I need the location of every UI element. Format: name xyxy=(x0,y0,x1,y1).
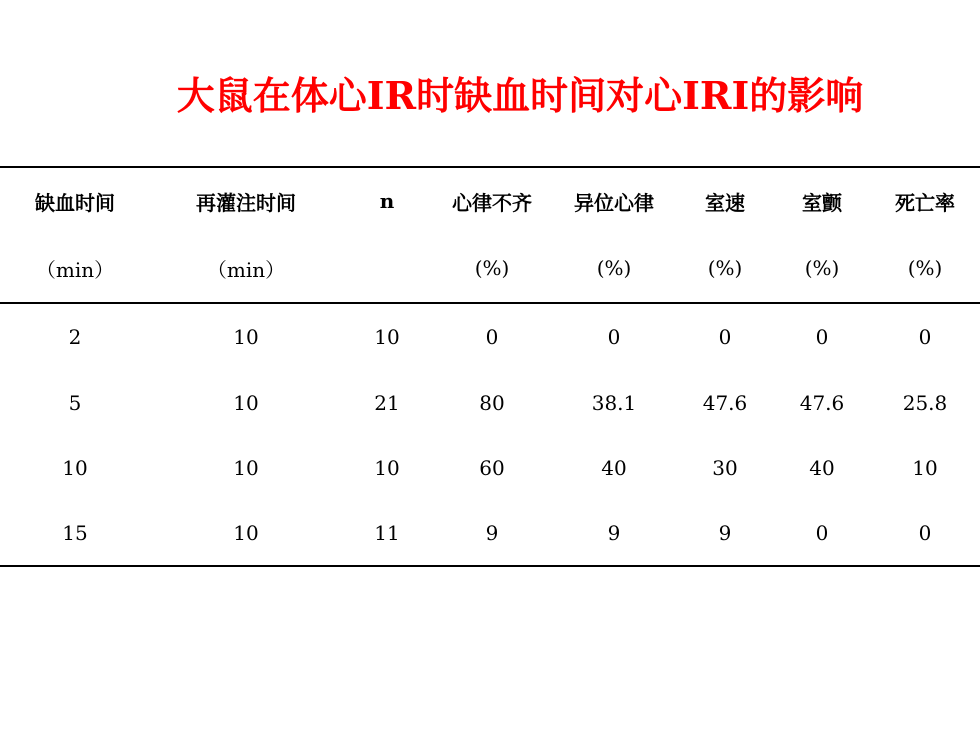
table-row xyxy=(0,370,980,435)
unit-ischemia-time: （min） xyxy=(0,234,150,303)
table-cell: 9 xyxy=(432,500,552,566)
table-cell: 47.6 xyxy=(702,390,748,415)
table-cell: 25.8 xyxy=(902,390,948,415)
table-cell: 0 xyxy=(718,325,732,349)
table-cell: 10 xyxy=(233,455,259,480)
table-cell: 5 xyxy=(68,390,82,415)
table-cell: 60 xyxy=(479,455,505,480)
header-row-units xyxy=(0,234,980,303)
table-cell: 21 xyxy=(374,390,400,415)
table-row xyxy=(0,303,980,370)
header-ischemia-time: 缺血时间 xyxy=(0,167,150,234)
table-cell: 0 xyxy=(485,325,499,349)
header-ventricular-tachycardia: 室速 xyxy=(676,167,774,234)
header-row-names xyxy=(0,167,980,234)
table-cell: 10 xyxy=(233,390,259,415)
header-reperfusion-time: 再灌注时间 xyxy=(150,167,342,234)
table-cell: 80 xyxy=(479,390,505,415)
table-cell: 2 xyxy=(68,325,82,349)
table-cell: 10 xyxy=(912,455,938,480)
header-ectopic-rhythm: 异位心律 xyxy=(552,167,676,234)
table-cell: 40 xyxy=(809,455,835,480)
table-cell: 40 xyxy=(601,455,627,480)
unit-mortality: (%) xyxy=(870,234,980,303)
data-table xyxy=(0,166,980,567)
table-cell: 10 xyxy=(62,455,88,480)
table-cell: 0 xyxy=(918,325,932,349)
header-ventricular-fibrillation: 室颤 xyxy=(774,167,870,234)
unit-ventricular-tachycardia: (%) xyxy=(676,234,774,303)
table-cell: 0 xyxy=(870,500,980,566)
table-cell: 10 xyxy=(374,325,400,349)
table-cell: 10 xyxy=(233,325,259,349)
table-cell: 9 xyxy=(552,500,676,566)
table-cell: 10 xyxy=(150,500,342,566)
table-cell: 10 xyxy=(374,455,400,480)
table-row xyxy=(0,435,980,500)
slide-title: 大鼠在体心IR时缺血时间对心IRI的影响 xyxy=(176,73,864,118)
table-cell: 30 xyxy=(712,455,738,480)
unit-ectopic-rhythm: (%) xyxy=(552,234,676,303)
unit-arrhythmia: (%) xyxy=(432,234,552,303)
data-table-container xyxy=(0,166,980,567)
table-row xyxy=(0,500,980,566)
header-n: n xyxy=(342,167,432,234)
table-cell: 0 xyxy=(607,325,621,349)
table-cell: 15 xyxy=(0,500,150,566)
header-arrhythmia: 心律不齐 xyxy=(432,167,552,234)
table-cell: 47.6 xyxy=(799,390,845,415)
table-cell: 9 xyxy=(676,500,774,566)
header-mortality: 死亡率 xyxy=(870,167,980,234)
unit-ventricular-fibrillation: (%) xyxy=(774,234,870,303)
unit-reperfusion-time: （min） xyxy=(150,234,342,303)
table-cell: 0 xyxy=(774,500,870,566)
table-cell: 11 xyxy=(342,500,432,566)
unit-n xyxy=(342,234,432,303)
table-cell: 38.1 xyxy=(591,390,637,415)
table-cell: 0 xyxy=(815,325,829,349)
